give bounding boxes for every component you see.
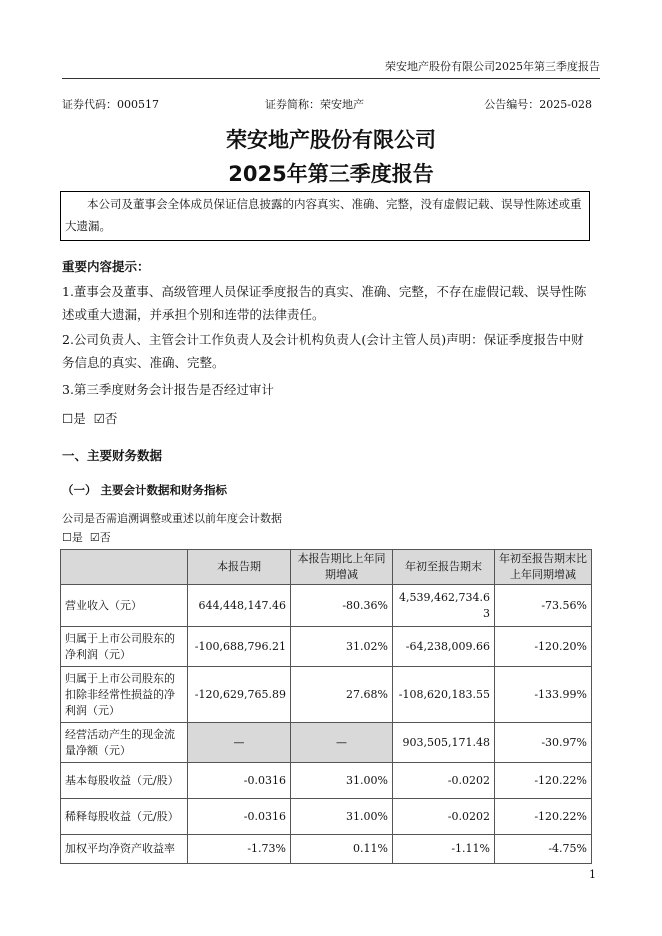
table-cell: -4.75%: [495, 835, 592, 864]
point-2: 2.公司负责人、主管会计工作负责人及会计机构负责人(会计主管人员)声明：保证季度报告中财务信息的真实、准确、完整。: [62, 332, 584, 370]
report-title-period: 2025年第三季度报告: [228, 162, 434, 186]
stock-code: 证券代码：000517: [62, 98, 159, 111]
row-label: 营业收入（元）: [61, 585, 188, 627]
table-cell: -108,620,183.55: [393, 667, 495, 723]
table-cell: -0.0316: [188, 763, 291, 799]
table-cell: -80.36%: [291, 585, 393, 627]
point-3: 3.第三季度财务会计报告是否经过审计: [62, 382, 274, 397]
header-cell: 年初至报告期末比上年同期增减: [495, 550, 592, 585]
restate-question: 公司是否需追溯调整或重述以前年度会计数据: [62, 512, 282, 525]
table-cell: -120.22%: [495, 799, 592, 835]
table-cell: -133.99%: [495, 667, 592, 723]
table-row: [61, 585, 592, 627]
point-1: 1.董事会及董事、高级管理人员保证季度报告的真实、准确、完整，不存在虚假记载、误导性陈述或重大遗漏，并承担个别和连带的法律责任。: [62, 284, 587, 322]
row-label: 归属于上市公司股东的扣除非经常性损益的净利润（元）: [61, 667, 188, 723]
table-row: [61, 627, 592, 667]
restate-no-checkbox: ☑否: [89, 531, 111, 544]
table-cell: -120,629,765.89: [188, 667, 291, 723]
stock-name: 证券简称：荣安地产: [265, 98, 364, 111]
table-cell: -120.20%: [495, 627, 592, 667]
table-cell: 0.11%: [291, 835, 393, 864]
table-cell: -64,238,009.66: [393, 627, 495, 667]
table-row: [61, 835, 592, 864]
table-cell: 31.00%: [291, 763, 393, 799]
table-cell: -1.11%: [393, 835, 495, 864]
table-cell: -100,688,796.21: [188, 627, 291, 667]
financial-data-table: [60, 549, 592, 864]
table-cell: 4,539,462,734.63: [393, 585, 495, 627]
audit-no-checkbox: ☑否: [93, 411, 118, 426]
table-header-row: [61, 550, 592, 585]
section-heading: 一、主要财务数据: [62, 448, 163, 463]
audit-yes-checkbox: ☐是: [62, 411, 86, 426]
restate-choice: [62, 529, 111, 545]
board-notice-box: 本公司及董事会全体成员保证信息披露的内容真实、准确、完整，没有虚假记载、误导性陈述或重大遗漏。: [60, 191, 590, 241]
table-cell: -0.0316: [188, 799, 291, 835]
table-cell: 903,505,171.48: [393, 723, 495, 763]
table-cell: —: [291, 723, 393, 763]
table-row: [61, 799, 592, 835]
row-label: 归属于上市公司股东的净利润（元）: [61, 627, 188, 667]
header-cell: 年初至报告期末: [393, 550, 495, 585]
table-cell: —: [188, 723, 291, 763]
table-row: [61, 723, 592, 763]
table-cell: 31.00%: [291, 799, 393, 835]
table-cell: 644,448,147.46: [188, 585, 291, 627]
row-label: 稀释每股收益（元/股）: [61, 799, 188, 835]
important-heading: 重要内容提示：: [62, 259, 150, 274]
restate-yes-checkbox: ☐是: [62, 531, 83, 544]
running-header: 荣安地产股份有限公司2025年第三季度报告: [62, 58, 600, 79]
table-cell: 27.68%: [291, 667, 393, 723]
table-cell: -1.73%: [188, 835, 291, 864]
table-row: [61, 667, 592, 723]
subsection-heading: （一） 主要会计数据和财务指标: [62, 483, 228, 497]
audit-choice: [62, 409, 117, 427]
row-label: 加权平均净资产收益率: [61, 835, 188, 864]
header-cell: [61, 550, 188, 585]
table-cell: -30.97%: [495, 723, 592, 763]
table-cell: -73.56%: [495, 585, 592, 627]
header-cell: 本报告期比上年同期增减: [291, 550, 393, 585]
table-row: [61, 763, 592, 799]
row-label: 基本每股收益（元/股）: [61, 763, 188, 799]
table-cell: -0.0202: [393, 799, 495, 835]
announcement-number: 公告编号：2025-028: [484, 98, 592, 111]
header-cell: 本报告期: [188, 550, 291, 585]
page-number: 1: [589, 868, 596, 881]
row-label: 经营活动产生的现金流量净额（元）: [61, 723, 188, 763]
table-cell: -0.0202: [393, 763, 495, 799]
table-cell: -120.22%: [495, 763, 592, 799]
report-title-company: 荣安地产股份有限公司: [226, 128, 436, 152]
table-cell: 31.02%: [291, 627, 393, 667]
